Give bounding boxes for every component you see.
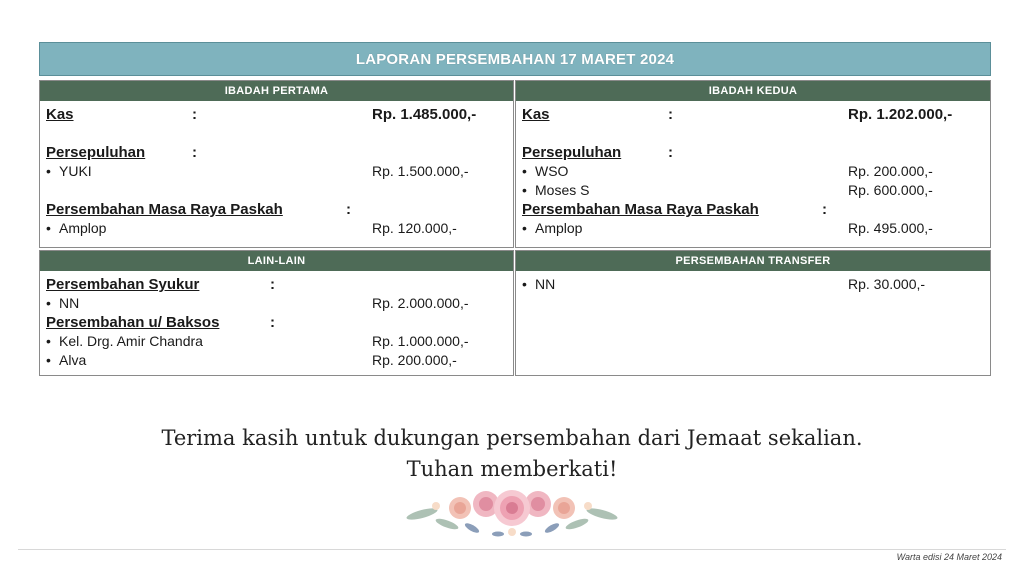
list-item	[522, 219, 984, 238]
floral-ornament-icon	[402, 484, 622, 542]
paskah-row	[46, 200, 507, 219]
syukur-label: Persembahan Syukur	[46, 276, 200, 293]
item-amount: Rp. 2.000.000,-	[372, 295, 469, 311]
baksos-colon: :	[270, 314, 275, 331]
report-title: LAPORAN PERSEMBAHAN 17 MARET 2024	[39, 42, 991, 76]
bullet: •	[522, 182, 527, 198]
paskah-label: Persembahan Masa Raya Paskah	[46, 201, 283, 218]
item-name: NN	[59, 295, 80, 311]
list-item	[46, 351, 507, 370]
item-name: WSO	[535, 163, 569, 179]
item-amount: Rp. 120.000,-	[372, 220, 457, 236]
baksos-row	[46, 313, 507, 332]
list-item	[522, 162, 984, 181]
item-name: Alva	[59, 352, 87, 368]
bullet: •	[46, 163, 51, 179]
panel-ibadah-kedua	[515, 80, 991, 248]
bullet: •	[46, 295, 51, 311]
item-name: Moses S	[535, 182, 590, 198]
kas-label: Kas	[522, 106, 550, 123]
paskah-colon: :	[346, 201, 351, 218]
bullet: •	[522, 220, 527, 236]
panel-header: IBADAH KEDUA	[516, 81, 990, 101]
perpuluhan-label: Persepuluhan	[522, 144, 622, 161]
kas-amount: Rp. 1.485.000,-	[372, 106, 477, 123]
item-amount: Rp. 30.000,-	[848, 276, 926, 292]
panel-transfer	[515, 250, 991, 376]
item-amount: Rp. 1.000.000,-	[372, 333, 469, 349]
bullet: •	[522, 163, 527, 179]
kas-row	[522, 105, 984, 124]
bullet: •	[46, 352, 51, 368]
perpuluhan-row	[522, 143, 984, 162]
perpuluhan-row	[46, 143, 507, 162]
item-name: NN	[535, 276, 556, 292]
item-amount: Rp. 1.500.000,-	[372, 163, 469, 179]
list-item	[46, 162, 507, 181]
panel-lain-lain	[39, 250, 514, 376]
kas-colon: :	[192, 106, 197, 123]
item-name: YUKI	[59, 163, 92, 179]
kas-colon: :	[668, 106, 673, 123]
panel-ibadah-pertama	[39, 80, 514, 248]
perpuluhan-colon: :	[668, 144, 673, 161]
panel-body	[516, 271, 990, 294]
bullet: •	[46, 220, 51, 236]
panel-body	[40, 101, 513, 238]
syukur-colon: :	[270, 276, 275, 293]
list-item	[522, 181, 984, 200]
list-item	[46, 294, 507, 313]
bullet: •	[46, 333, 51, 349]
paskah-label: Persembahan Masa Raya Paskah	[522, 201, 759, 218]
panel-header: LAIN-LAIN	[40, 251, 513, 271]
kas-label: Kas	[46, 106, 74, 123]
syukur-row	[46, 275, 507, 294]
kas-row	[46, 105, 507, 124]
footer-edition: Warta edisi 24 Maret 2024	[896, 552, 1002, 562]
blessing-text: Tuhan memberkati!	[406, 457, 618, 481]
paskah-row	[522, 200, 984, 219]
perpuluhan-colon: :	[192, 144, 197, 161]
kas-amount: Rp. 1.202.000,-	[848, 106, 953, 123]
item-name: Kel. Drg. Amir Chandra	[59, 333, 203, 349]
bullet: •	[522, 276, 527, 292]
item-name: Amplop	[535, 220, 583, 236]
panel-header: PERSEMBAHAN TRANSFER	[516, 251, 990, 271]
paskah-colon: :	[822, 201, 827, 218]
perpuluhan-label: Persepuluhan	[46, 144, 146, 161]
list-item	[46, 332, 507, 351]
panel-body	[516, 101, 990, 238]
item-amount: Rp. 200.000,-	[372, 352, 457, 368]
baksos-label: Persembahan u/ Baksos	[46, 314, 220, 331]
panel-header: IBADAH PERTAMA	[40, 81, 513, 101]
list-item	[522, 275, 984, 294]
item-amount: Rp. 600.000,-	[848, 182, 933, 198]
item-name: Amplop	[59, 220, 107, 236]
panel-body	[40, 271, 513, 370]
thanks-text: Terima kasih untuk dukungan persembahan dari Jemaat sekalian.	[161, 426, 863, 450]
list-item	[46, 219, 507, 238]
item-amount: Rp. 495.000,-	[848, 220, 933, 236]
item-amount: Rp. 200.000,-	[848, 163, 933, 179]
footer-divider	[18, 549, 1006, 550]
